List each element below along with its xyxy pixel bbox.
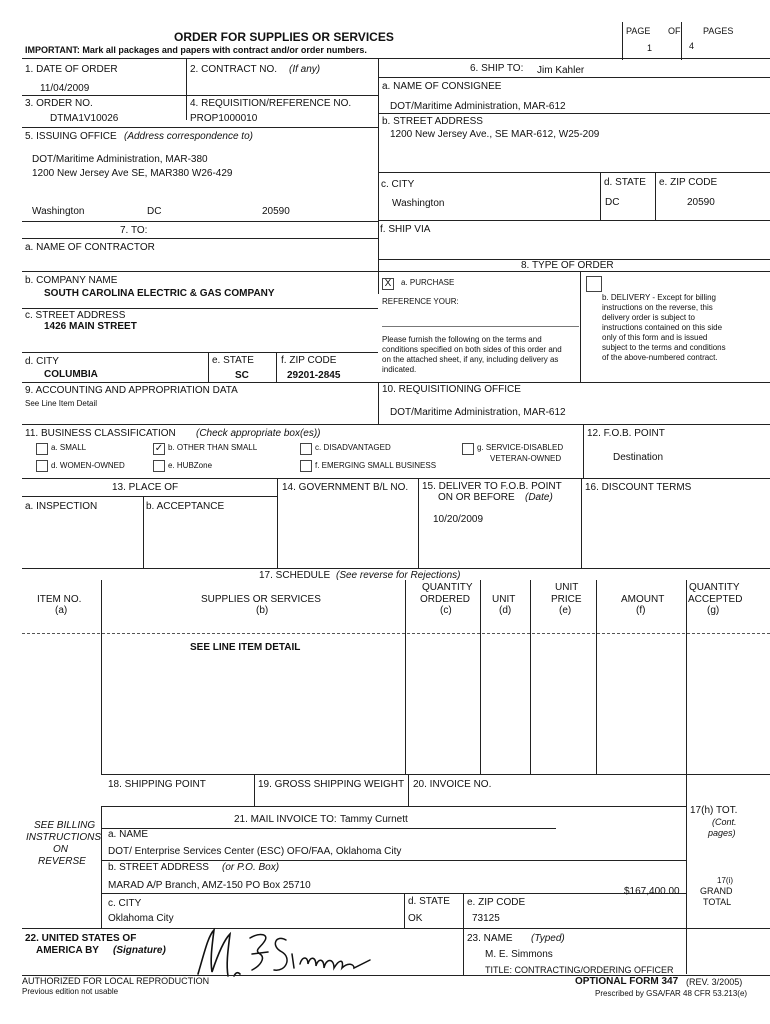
invoice-street-value[interactable]: MARAD A/P Branch, AMZ-150 PO Box 25710 [108, 880, 311, 891]
col-quantity-1: QUANTITY [422, 582, 473, 593]
ship-via-label: f. SHIP VIA [380, 224, 431, 235]
delivery-line-2: instructions on the reverse, this [602, 303, 713, 312]
mail-invoice-label: 21. MAIL INVOICE TO: [234, 814, 337, 825]
schedule-row-text: SEE LINE ITEM DETAIL [190, 642, 301, 653]
furnish-line-1: Please furnish the following on the terms and [382, 335, 542, 344]
sdvo-label-1: g. SERVICE-DISABLED [477, 443, 564, 452]
col-accepted-2: ACCEPTED [688, 594, 743, 605]
invoice-zip-value[interactable]: 73125 [472, 913, 500, 924]
officer-title: TITLE: CONTRACTING/ORDERING OFFICER [485, 965, 674, 975]
issuing-office-label: 5. ISSUING OFFICE [25, 131, 117, 142]
gov-bl-label: 14. GOVERNMENT B/L NO. [282, 482, 409, 493]
col-supplies: SUPPLIES OR SERVICES [201, 594, 321, 605]
contractor-city-label: d. CITY [25, 356, 59, 367]
disadvantaged-checkbox[interactable] [300, 443, 312, 455]
purchase-label: a. PURCHASE [401, 278, 455, 287]
furnish-line-4: indicated. [382, 365, 417, 374]
contractor-state-label: e. STATE [212, 355, 254, 366]
contractor-zip-label: f. ZIP CODE [281, 355, 337, 366]
fob-point-value[interactable]: Destination [613, 452, 664, 463]
pages-total: 4 [689, 41, 695, 51]
authorized-note: AUTHORIZED FOR LOCAL REPRODUCTION [22, 976, 210, 986]
to-label: 7. TO: [120, 225, 148, 236]
consignee-label: a. NAME OF CONSIGNEE [382, 81, 502, 92]
delivery-line-3: delivery order is subject to [602, 313, 695, 322]
shipping-point-label: 18. SHIPPING POINT [108, 779, 206, 790]
disadvantaged-label: c. DISADVANTAGED [315, 443, 391, 452]
women-owned-label: d. WOMEN-OWNED [51, 461, 125, 470]
form-number: OPTIONAL FORM 347 [575, 976, 679, 987]
business-class-label: 11. BUSINESS CLASSIFICATION [25, 428, 176, 439]
discount-terms-label: 16. DISCOUNT TERMS [585, 482, 692, 493]
sdvo-checkbox[interactable] [462, 443, 474, 455]
delivery-line-7: of the above-numbered contract. [602, 353, 718, 362]
invoice-state-label: d. STATE [408, 896, 450, 907]
contractor-zip-value[interactable]: 29201-2845 [287, 370, 341, 381]
contract-no-note: (If any) [289, 64, 321, 75]
deliver-fob-label: 15. DELIVER TO F.O.B. POINT [422, 481, 562, 492]
contractor-city-value[interactable]: COLUMBIA [44, 369, 98, 380]
of-label: OF [668, 26, 681, 36]
issuing-office-line2[interactable]: 1200 New Jersey Ave SE, MAR380 W26-429 [32, 168, 233, 179]
issuing-city[interactable]: Washington [32, 206, 85, 217]
ship-city-value[interactable]: Washington [392, 198, 445, 209]
acceptance-label: b. ACCEPTANCE [146, 501, 225, 512]
col-amount-sub: (f) [636, 605, 646, 616]
pages-label: PAGES [703, 26, 734, 36]
ship-state-value[interactable]: DC [605, 197, 620, 208]
contractor-street-value[interactable]: 1426 MAIN STREET [44, 321, 137, 332]
issuing-state[interactable]: DC [147, 206, 162, 217]
signature-image [190, 924, 390, 982]
invoice-city-value[interactable]: Oklahoma City [108, 913, 174, 924]
col-item-no-sub: (a) [55, 605, 68, 616]
usa-by-line-2: AMERICA BY [36, 945, 99, 956]
invoice-name-label: a. NAME [108, 829, 149, 840]
date-of-order-value[interactable]: 11/04/2009 [40, 83, 90, 94]
typed-name-label: 23. NAME [467, 933, 513, 944]
sdvo-label-2: VETERAN-OWNED [490, 454, 562, 463]
order-no-value[interactable]: DTMA1V10026 [50, 113, 119, 124]
invoice-no-label: 20. INVOICE NO. [413, 779, 492, 790]
other-than-small-label: b. OTHER THAN SMALL [168, 443, 258, 452]
tot-label: 17(h) TOT. [690, 805, 738, 816]
reference-label: REFERENCE YOUR: [382, 297, 459, 306]
street-address-label: b. STREET ADDRESS [382, 116, 483, 127]
on-or-before-label: ON OR BEFORE [438, 492, 515, 503]
company-name-label: b. COMPANY NAME [25, 275, 118, 286]
other-than-small-checkbox[interactable]: ✓ [154, 443, 164, 454]
billing-line-1: SEE BILLING [34, 820, 96, 831]
col-price-sub: (e) [559, 605, 572, 616]
billing-line-4: REVERSE [38, 856, 86, 867]
inspection-label: a. INSPECTION [25, 501, 98, 512]
col-accepted-1: QUANTITY [689, 582, 740, 593]
hubzone-label: e. HUBZone [168, 461, 213, 470]
emerging-small-checkbox[interactable] [300, 460, 312, 472]
typed-name-value[interactable]: M. E. Simmons [485, 949, 553, 960]
hubzone-checkbox[interactable] [153, 460, 165, 472]
accounting-value[interactable]: See Line Item Detail [25, 399, 98, 408]
contractor-name-label: a. NAME OF CONTRACTOR [25, 242, 155, 253]
tot-note-1: (Cont. [712, 817, 737, 827]
invoice-city-label: c. CITY [108, 898, 142, 909]
issuing-office-note: (Address correspondence to) [124, 131, 253, 142]
furnish-line-2: conditions specified on both sides of this order and [382, 345, 562, 354]
delivery-line-4: instructions contained on this side [602, 323, 723, 332]
col-amount: AMOUNT [621, 594, 665, 605]
col-item-no: ITEM NO. [37, 594, 82, 605]
requisition-label: 4. REQUISITION/REFERENCE NO. [190, 98, 352, 109]
requisitioning-office-value[interactable]: DOT/Maritime Administration, MAR-612 [390, 407, 566, 418]
col-quantity-2: ORDERED [420, 594, 471, 605]
prescribed-by: Prescribed by GSA/FAR 48 CFR 53.213(e) [595, 989, 748, 998]
grand-total-label-3: TOTAL [703, 897, 732, 907]
women-owned-checkbox[interactable] [36, 460, 48, 472]
important-note: IMPORTANT: Mark all packages and papers with contract and/or order numbers. [25, 45, 367, 55]
usa-by-note: (Signature) [113, 945, 166, 956]
form-revision: (REV. 3/2005) [686, 977, 743, 987]
grand-total-label-2: GRAND [700, 886, 733, 896]
ship-zip-label: e. ZIP CODE [659, 177, 718, 188]
date-of-order-label: 1. DATE OF ORDER [25, 64, 118, 75]
type-of-order-label: 8. TYPE OF ORDER [521, 260, 614, 271]
form-title: ORDER FOR SUPPLIES OR SERVICES [174, 30, 394, 44]
delivery-line-1: b. DELIVERY - Except for billing [602, 293, 716, 302]
consignee-value[interactable]: DOT/Maritime Administration, MAR-612 [390, 101, 566, 112]
delivery-line-5: only of this form and is issued [602, 333, 708, 342]
typed-name-note: (Typed) [531, 933, 565, 944]
billing-line-2: INSTRUCTIONS [26, 832, 101, 843]
mail-invoice-value[interactable]: Tammy Curnett [340, 814, 408, 825]
on-or-before-note: (Date) [525, 492, 553, 503]
contractor-state-value[interactable]: SC [235, 370, 249, 381]
page-number: 1 [647, 43, 653, 53]
page-label: PAGE [626, 26, 651, 36]
invoice-zip-label: e. ZIP CODE [467, 897, 526, 908]
col-price-2: PRICE [551, 594, 582, 605]
previous-edition-note: Previous edition not usable [22, 987, 119, 996]
furnish-line-3: on the attached sheet, if any, including delivery as [382, 355, 559, 364]
tot-note-2: pages) [708, 828, 736, 838]
ship-city-label: c. CITY [381, 179, 415, 190]
issuing-office-line1[interactable]: DOT/Maritime Administration, MAR-380 [32, 154, 208, 165]
col-accepted-sub: (g) [707, 605, 720, 616]
schedule-label: 17. SCHEDULE [259, 570, 331, 581]
requisitioning-office-label: 10. REQUISITIONING OFFICE [382, 384, 521, 395]
delivery-line-6: subject to the terms and conditions [602, 343, 726, 352]
col-quantity-sub: (c) [440, 605, 452, 616]
invoice-street-note: (or P.O. Box) [222, 862, 280, 873]
usa-by-line-1: 22. UNITED STATES OF [25, 933, 137, 944]
small-checkbox[interactable] [36, 443, 48, 455]
issuing-zip[interactable]: 20590 [262, 206, 290, 217]
billing-line-3: ON [53, 844, 68, 855]
ship-to-label: 6. SHIP TO: [470, 63, 524, 74]
col-price-1: UNIT [555, 582, 579, 593]
delivery-checkbox[interactable] [586, 276, 602, 292]
ship-state-label: d. STATE [604, 177, 646, 188]
invoice-state-value[interactable]: OK [408, 913, 423, 924]
accounting-label: 9. ACCOUNTING AND APPROPRIATION DATA [25, 385, 238, 396]
emerging-small-label: f. EMERGING SMALL BUSINESS [315, 461, 437, 470]
delivery-date-value[interactable]: 10/20/2009 [433, 514, 484, 525]
ship-zip-value[interactable]: 20590 [687, 197, 715, 208]
col-unit: UNIT [492, 594, 516, 605]
order-no-label: 3. ORDER NO. [25, 98, 93, 109]
grand-total-amount[interactable]: $167,400.00 [624, 886, 680, 897]
small-label: a. SMALL [51, 443, 87, 452]
company-name-value[interactable]: SOUTH CAROLINA ELECTRIC & GAS COMPANY [44, 288, 275, 299]
col-supplies-sub: (b) [256, 605, 269, 616]
col-unit-sub: (d) [499, 605, 512, 616]
business-class-note: (Check appropriate box(es)) [196, 428, 321, 439]
invoice-street-label: b. STREET ADDRESS [108, 862, 209, 873]
grand-total-label-1: 17(i) [717, 876, 734, 885]
place-of-label: 13. PLACE OF [112, 482, 179, 493]
gross-weight-label: 19. GROSS SHIPPING WEIGHT [258, 779, 405, 790]
purchase-checkbox[interactable]: X [382, 278, 394, 290]
contract-no-label: 2. CONTRACT NO. [190, 64, 278, 75]
invoice-name-value[interactable]: DOT/ Enterprise Services Center (ESC) OFO/FAA, Oklahoma City [108, 846, 402, 857]
requisition-value[interactable]: PROP1000010 [190, 113, 258, 124]
street-address-value[interactable]: 1200 New Jersey Ave., SE MAR-612, W25-209 [390, 129, 600, 140]
ship-to-value[interactable]: Jim Kahler [537, 65, 585, 76]
schedule-note: (See reverse for Rejections) [336, 570, 461, 581]
fob-point-label: 12. F.O.B. POINT [587, 428, 665, 439]
contractor-street-label: c. STREET ADDRESS [25, 310, 126, 321]
